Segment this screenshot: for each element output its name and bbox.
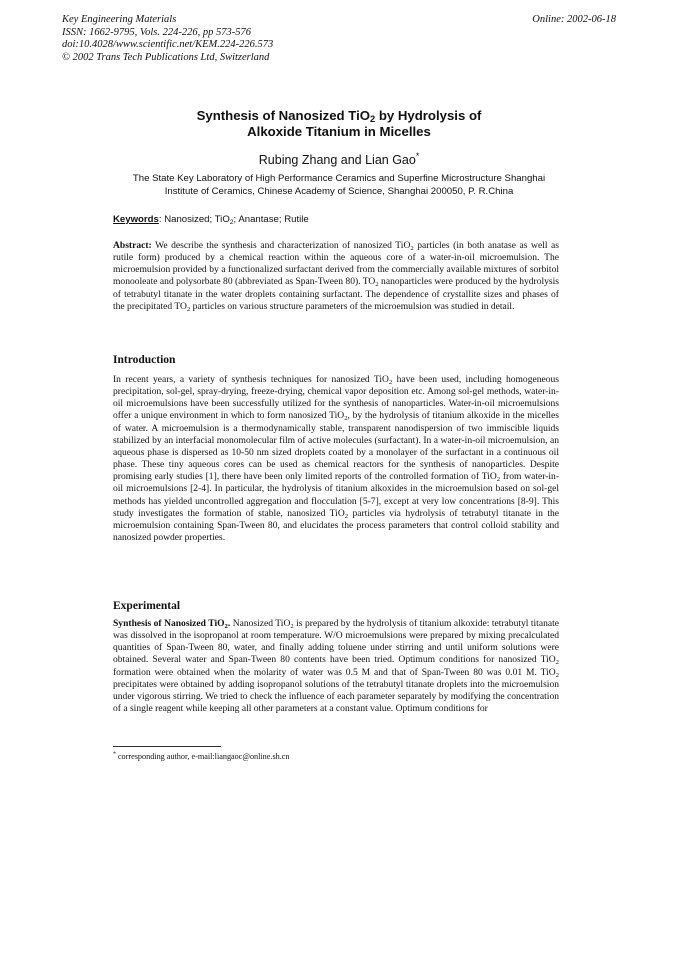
subscript: 2 [410,245,414,252]
online-date: Online: 2002-06-18 [532,14,616,25]
intro-text: In recent years, a variety of synthesis techniques for nanosized TiO [113,374,389,385]
title-text: Synthesis of Nanosized TiO [196,108,371,123]
doi-link[interactable]: doi:10.4028/www.scientific.net/KEM.224-226.573 [62,39,274,50]
subscript: 2 [496,476,501,484]
affiliation-line-2: Institute of Ceramics, Chinese Academy of Science, Shanghai 200050, P. R.China [164,185,514,197]
keywords-text: ; Anantase; Rutile [233,214,309,225]
experimental-body [113,618,559,715]
journal-header [62,14,273,64]
abstract-text: We describe the synthesis and characterization of nanosized TiO [151,240,411,251]
subscript: 2 [186,305,191,313]
intro-text: , by the hydrolysis of titanium alkoxide in the micelles of water. A microemulsion is a thermodynamically stable, transparent nanodispersion of two immiscible liquids stabilized by an interfacial monomolecular film of active molecules (surfactant). In a water-in-oil microemulsion, an aqueous phase is dispersed as 10-50 nm sized droplets coated by a monolayer of the surfactant in a continuous oil phase. These tiny aqueous cores can be used as chemical reactors for the synthesis of nanoparticles. Despite promising early studies [1], there have been only limited reports of the controlled formation of TiO [113,410,559,483]
subscript: 2 [344,512,349,520]
title-line-1 [0,108,678,124]
experimental-text: Nanosized TiO [230,618,291,629]
experimental-sublabel [113,618,230,629]
journal-name: Key Engineering Materials [62,14,177,25]
title-subscript: 2 [370,114,376,124]
subscript: 2 [375,281,379,289]
sublabel-text: Synthesis of Nanosized TiO [113,618,225,629]
footnote [113,752,290,761]
keywords [113,214,309,225]
intro-text: from water-in-oil microemulsions [2-4]. In particular, the hydrolysis of titanium alkoxides in the microemulsion based on sol-gel methods has yielded uncontrolled aggregation and flocculation [5-7], except at very low concentrations [8-9]. This study investigates the formation of stable, nanosized TiO [113,471,559,519]
experimental-text: is prepared by the hydrolysis of titanium alkoxide: tetrabutyl titanate was dissolved in the isopropanol at room temperature. W/O microemulsions were prepared by mixing precalculated quantities of Span-Tween 80, water, and finally adding toluene under stirring and until uniform solutions were obtained. Several water and Span-Tween 80 contents have been tried. Optimum conditions for nanosized TiO [113,618,559,666]
affiliation [0,173,678,198]
footnote-divider [113,746,221,747]
subscript: 2 [555,671,559,679]
authors [0,150,678,167]
corresponding-mark: * [415,150,420,161]
abstract-text: nanoparticles were produced by the hydrolysis of tetrabutyl titanate in the water droplets containing surfactant. The dependence of crystallite sizes and phases of the precipitated TO [113,276,559,312]
issn-line: ISSN: 1662-9795, Vols. 224-226, pp 573-576 [62,26,251,38]
abstract [113,240,559,313]
experimental-text: precipitates were obtained by adding isopropanol solutions of the tetrabutyl titanate droplets into the microemulsion under vigorous stirring. We tried to check the influence of each parameter separately by modifying the concentration of a single reagent while keeping all other parameters at a constant value. Optimum conditions for [113,678,559,715]
subscript: 2 [388,379,393,386]
abstract-text: particles (in both anatase as well as rutile form) produced by a chemical reaction within the aqueous core of a water-in-oil microemulsion. The microemulsion provided by a functionalized surfactant derived from the commercially available mixtures of sorbitol monooleate and polysorbate 80 (abbreviated as Span-Tween 80). TO [113,240,560,288]
title-text: by Hydrolysis of [375,108,482,123]
experimental-text: formation were obtained when the molarity of water was 0.5 M and that of Span-Tween 80 was 0.01 M. TiO [113,666,556,678]
affiliation-line-1: The State Key Laboratory of High Performance Ceramics and Superfine Microstructure Shanghai [132,173,546,184]
author-names: Rubing Zhang and Lian Gao [258,153,416,167]
abstract-label: Abstract: [113,240,152,251]
subscript: 2 [224,623,228,630]
sublabel-text: . [227,618,231,629]
keywords-subscript: 2 [229,219,234,226]
paper-title [0,108,678,140]
introduction-body [113,374,559,544]
keywords-text: : Nanosized; TiO [158,214,230,225]
subscript: 2 [555,659,559,667]
experimental-heading: Experimental [113,600,181,612]
keywords-label: Keywords [113,214,159,225]
footnote-text: corresponding author, e-mail:liangaoc@online.sh.cn [115,752,290,761]
abstract-text: particles on various structure parameters of the microemulsion was studied in detail. [190,300,515,312]
title-line-2: Alkoxide Titanium in Micelles [247,124,431,139]
intro-text: particles via hydrolysis of tetrabutyl titanate in the microemulsion containing Span-Tween 80, and elucidates the process parameters that control colloid stability and nanosized powder properties. [113,507,559,544]
footnote-mark: * [113,751,116,758]
subscript: 2 [290,623,294,630]
introduction-heading: Introduction [113,354,176,366]
subscript: 2 [344,415,348,423]
intro-text: have been used, including homogeneous precipitation, sol-gel, spray-drying, freeze-drying, chemical vapor deposition etc. Among sol-gel methods, water-in-oil microemulsions have been successfully utilized for the synthesis of nanoparticles. Water-in-oil microemulsions offer a unique environment in which to form nanosized TiO [113,374,559,422]
copyright-line: © 2002 Trans Tech Publications Ltd, Switzerland [62,51,270,63]
